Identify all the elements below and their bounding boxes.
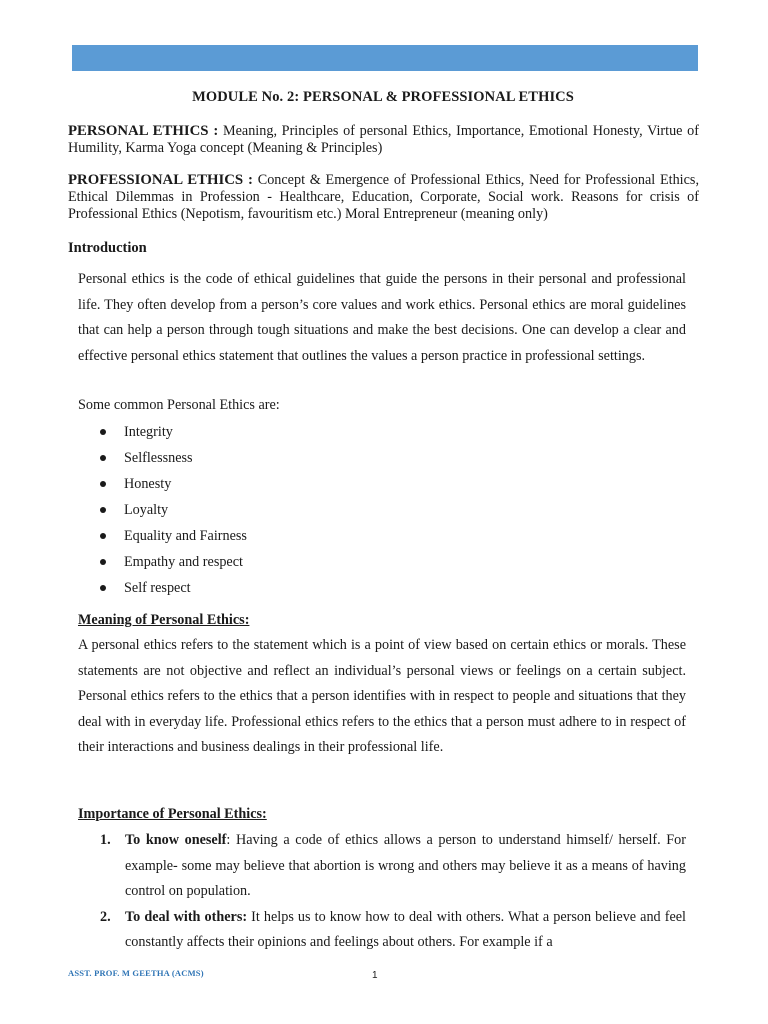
bullet-icon bbox=[100, 429, 106, 435]
bullet-icon bbox=[100, 507, 106, 513]
list-item: Equality and Fairness bbox=[96, 523, 247, 549]
item-text: It helps us to know how to deal with others. What a person believe and feel constantly affects their opinions and feelings about others. For example if a bbox=[125, 908, 686, 950]
footer-author: ASST. PROF. M GEETHA (ACMS) bbox=[68, 968, 204, 978]
professional-ethics-label: PROFESSIONAL ETHICS : bbox=[68, 172, 253, 188]
list-item: Self respect bbox=[96, 575, 247, 601]
item-number: 1. bbox=[100, 832, 111, 848]
page-number: 1 bbox=[372, 970, 378, 981]
item-text: : Having a code of ethics allows a person to understand himself/ herself. For example- some may believe that abortion is wrong and others may believe it as a means of having control on population. bbox=[125, 832, 687, 899]
item-title: To deal with others: bbox=[125, 908, 248, 925]
bullet-icon bbox=[100, 533, 106, 539]
list-item: Integrity bbox=[96, 419, 247, 445]
importance-heading: Importance of Personal Ethics: bbox=[78, 806, 267, 822]
header-bar bbox=[72, 45, 698, 71]
professional-ethics-text: Concept & Emergence of Professional Ethics, Need for Professional Ethics, Ethical Dilemmas in Profession - Healthcare, Education, Corporate, Social work. Reasons for crisis of Professional Ethics (Nepotism, favouritism etc.) Moral Entrepreneur (meaning only) bbox=[68, 172, 699, 222]
list-item: Loyalty bbox=[96, 497, 247, 523]
list-item: Honesty bbox=[96, 471, 247, 497]
list-item: Empathy and respect bbox=[96, 549, 247, 575]
list-item bbox=[100, 905, 686, 956]
importance-list bbox=[100, 828, 686, 956]
list-item bbox=[100, 828, 686, 905]
item-title: To know oneself bbox=[125, 832, 227, 848]
meaning-heading: Meaning of Personal Ethics: bbox=[78, 612, 250, 628]
introduction-heading: Introduction bbox=[68, 240, 147, 256]
bullet-icon bbox=[100, 585, 106, 591]
common-ethics-list bbox=[96, 419, 247, 601]
professional-ethics-summary bbox=[68, 172, 699, 223]
introduction-paragraph: Personal ethics is the code of ethical guidelines that guide the persons in their personal and professional life. They often develop from a person’s core values and work ethics. Personal ethics are moral guidelines that can help a person through tough situations and make the best decisions. One can develop a clear and effective personal ethics statement that outlines the values a person practice in professional settings. bbox=[78, 271, 686, 364]
personal-ethics-summary bbox=[68, 123, 699, 157]
meaning-paragraph: A personal ethics refers to the statement which is a point of view based on certain ethics or morals. These statements are not objective and reflect an individual’s personal views or feelings on a certain subject. Personal ethics refers to the ethics that a person identifies with in respect to people and situations that they deal with in everyday life. Professional ethics refers to the ethics that a person must adhere to in respect of their interactions and business dealings in their professional life. bbox=[78, 637, 686, 755]
bullet-icon bbox=[100, 481, 106, 487]
personal-ethics-text: Meaning, Principles of personal Ethics, Importance, Emotional Honesty, Virtue of Humility, Karma Yoga concept (Meaning & Principles) bbox=[68, 123, 699, 156]
list-item: Selflessness bbox=[96, 445, 247, 471]
bullet-icon bbox=[100, 559, 106, 565]
bullet-icon bbox=[100, 455, 106, 461]
common-ethics-label: Some common Personal Ethics are: bbox=[78, 397, 280, 413]
module-title: MODULE No. 2: PERSONAL & PROFESSIONAL ETHICS bbox=[192, 89, 574, 105]
personal-ethics-label: PERSONAL ETHICS : bbox=[68, 123, 219, 139]
item-number: 2. bbox=[100, 908, 111, 925]
